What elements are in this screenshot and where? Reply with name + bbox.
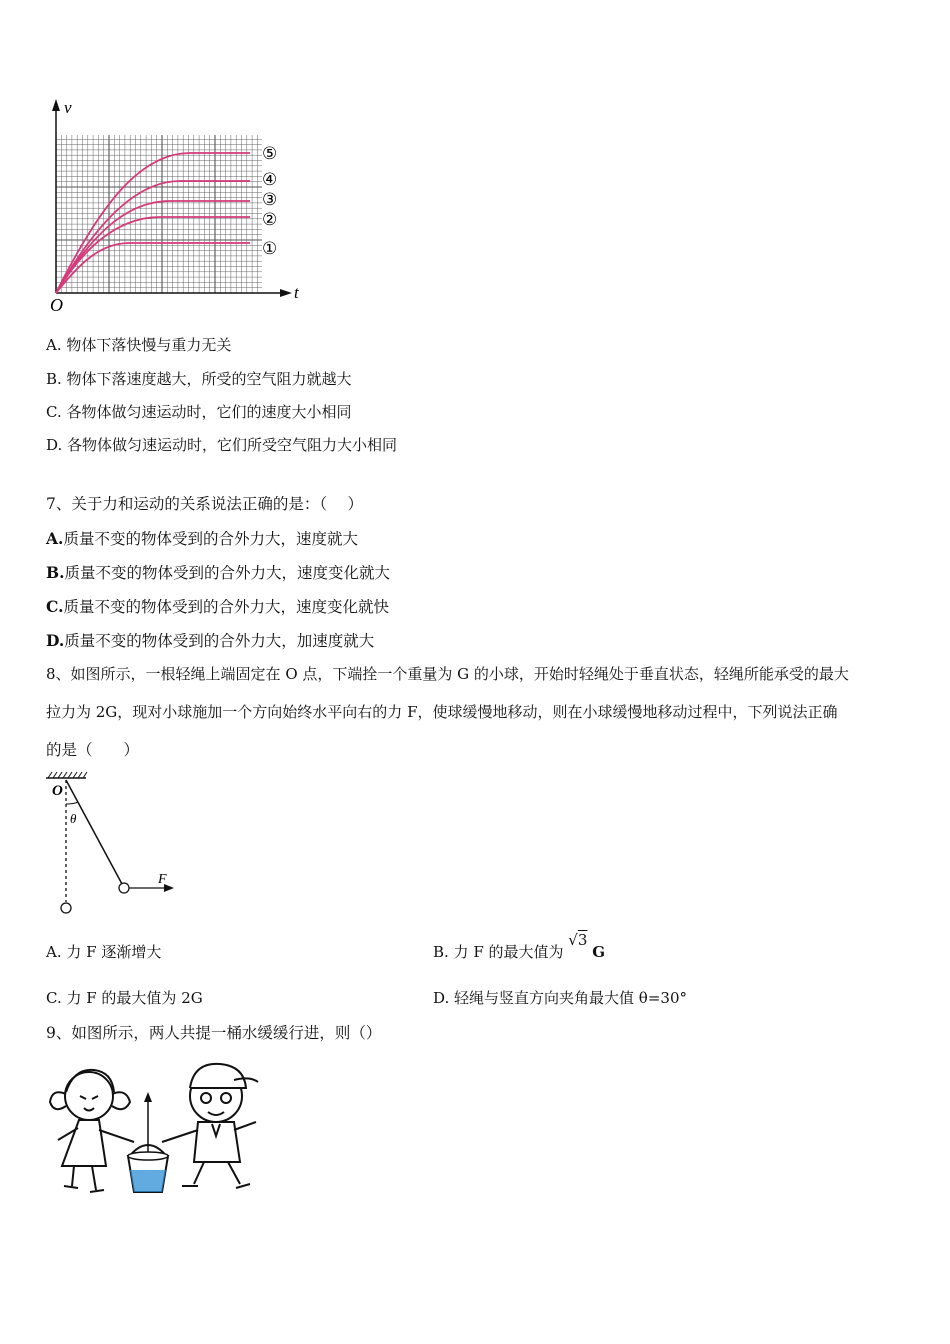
rope — [66, 780, 122, 884]
q9-stem: 9、如图所示，两人共提一桶水缓缓行进，则（） — [46, 1024, 382, 1042]
curve-label-2: ② — [262, 210, 278, 229]
girl-legs — [72, 1166, 96, 1190]
ceiling-hatch — [48, 772, 87, 778]
upward-force-arrowhead — [144, 1092, 152, 1102]
curve-label-3: ③ — [262, 190, 278, 209]
curve-label-5: ⑤ — [262, 144, 278, 163]
bucket-water — [130, 1170, 166, 1192]
boy-shirt — [194, 1122, 240, 1162]
q7-option-d: D.质量不变的物体受到的合外力大，加速度就大 — [46, 631, 375, 650]
q8-option-a: A. 力 F 逐渐增大 — [46, 943, 162, 961]
curve-label-1: ① — [262, 239, 278, 258]
q8-stem-line-3: 的是（ ） — [46, 741, 140, 759]
v-axis-label: v — [64, 98, 72, 117]
origin-label: O — [50, 295, 63, 315]
boy-shoes — [182, 1184, 250, 1188]
q7-stem: 7、关于力和运动的关系说法正确的是：（ ） — [46, 495, 364, 513]
q6-option-d: D. 各物体做匀速运动时，它们所受空气阻力大小相同 — [46, 436, 398, 454]
q8-option-c: C. 力 F 的最大值为 2G — [46, 989, 203, 1007]
q8-option-d: D. 轻绳与竖直方向夹角最大值 θ=30° — [433, 989, 687, 1007]
q8-stem-line-1: 8、如图所示，一根轻绳上端固定在 O 点，下端拴一个重量为 G 的小球，开始时轻绳处于垂直状态，轻绳所能承受的最大 — [46, 665, 849, 683]
sqrt-symbol: √3 — [568, 931, 588, 949]
girl-arm — [99, 1130, 134, 1142]
curve-label-4: ④ — [262, 170, 278, 189]
boy-cap — [190, 1064, 246, 1088]
graph-grid — [56, 135, 262, 293]
t-axis-label: t — [294, 283, 299, 302]
girl-pigtail-right — [112, 1092, 130, 1109]
q8-option-b: B. 力 F 的最大值为 √3 G — [433, 931, 605, 961]
q6-option-a: A. 物体下落快慢与重力无关 — [46, 336, 232, 354]
q7-option-a: A.质量不变的物体受到的合外力大，速度就大 — [46, 529, 358, 548]
boy-legs — [194, 1162, 240, 1184]
pendulum-figure — [40, 768, 190, 918]
q6-option-c: C. 各物体做匀速运动时，它们的速度大小相同 — [46, 403, 352, 421]
curve-2 — [56, 217, 250, 293]
boy-arm-right — [234, 1122, 256, 1130]
angle-arc — [66, 802, 78, 804]
q7-option-b: B.质量不变的物体受到的合外力大，速度变化就大 — [46, 563, 391, 582]
bucket-rim — [128, 1152, 168, 1160]
force-f-label: F — [158, 872, 167, 887]
girl-pigtail-left — [50, 1092, 66, 1109]
v-axis-arrow — [52, 99, 60, 111]
angle-theta-label: θ — [70, 811, 77, 826]
q6-option-b: B. 物体下落速度越大，所受的空气阻力就越大 — [46, 370, 352, 388]
velocity-time-graph — [40, 95, 310, 315]
initial-ball — [61, 903, 71, 913]
q8-stem-line-2: 拉力为 2G，现对小球施加一个方向始终水平向右的力 F，使球缓慢地移动，则在小球缓慢地移动过程中，下列说法正确 — [46, 703, 838, 721]
t-axis-arrow — [280, 289, 292, 297]
girl-dress — [62, 1120, 106, 1166]
displaced-ball — [119, 883, 129, 893]
boy-arm — [162, 1130, 198, 1142]
q7-option-c: C.质量不变的物体受到的合外力大，速度变化就快 — [46, 597, 389, 616]
point-o-label: O — [52, 783, 63, 799]
two-children-carrying-bucket-illustration — [44, 1058, 264, 1203]
girl-shoes — [64, 1186, 104, 1192]
